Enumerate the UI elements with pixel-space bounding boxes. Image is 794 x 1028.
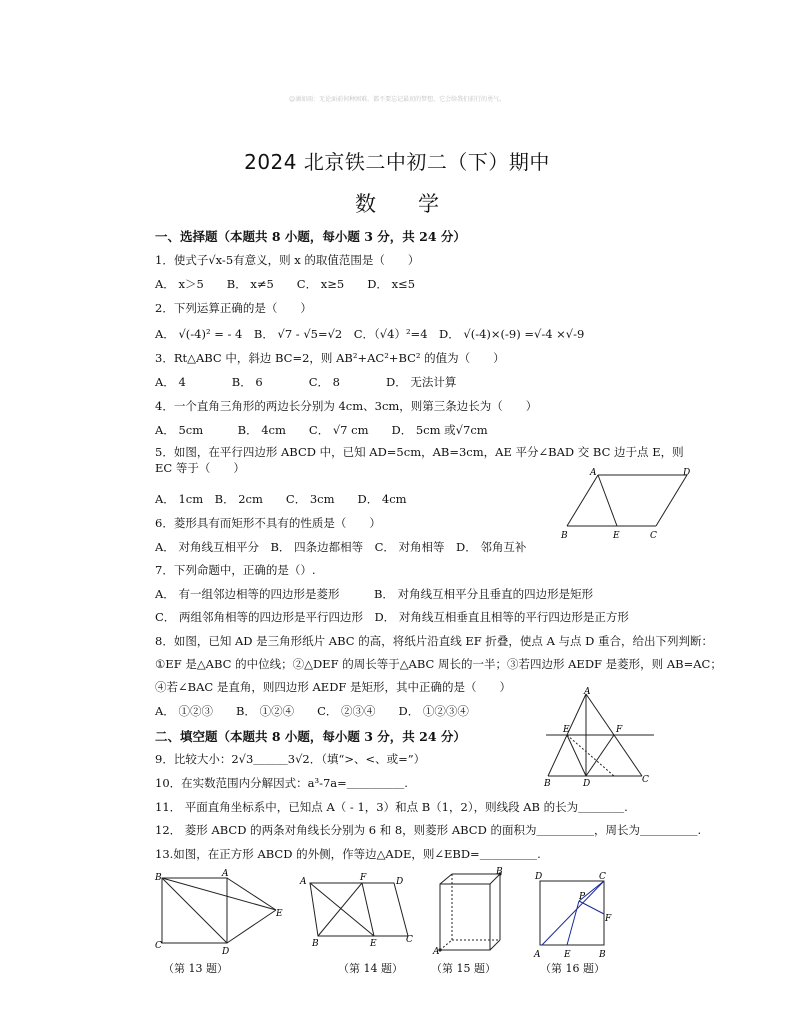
question-8-line-1: 8．如图，已知 AD 是三角形纸片 ABC 的高，将纸片沿直线 EF 折叠，使点 A 与点 D 重合，给出下列判断： [155, 634, 714, 648]
fig-q8-label: D [583, 779, 591, 789]
caption-figure-16: （第 16 题） [540, 962, 605, 975]
fig14-edge [310, 883, 374, 936]
subject-title: 数 学 [355, 192, 439, 216]
question-5-options: A． 1cm B． 2cm C． 3cm D． 4cm [155, 492, 407, 506]
fig16-edge [542, 881, 604, 945]
watermark: ☺滴如雨：无论面前何种困难，都不要忘记最初的梦想，它会给我们前行的勇气。 [288, 96, 506, 103]
question-7-options-cd: C． 两组邻角相等的四边形是平行四边形 D． 对角线互相垂直且相等的平行四边形是正方形 [155, 610, 629, 624]
question-6-options: A． 对角线互相平分 B． 四条边都相等 C． 对角相等 D． 邻角互补 [155, 540, 527, 554]
fig14-label: E [370, 939, 377, 949]
fig-q8-label: E [563, 725, 570, 735]
question-10: 10．在实数范围内分解因式：a³-7a=＿＿＿＿＿. [155, 776, 408, 790]
section-fill-heading: 二、填空题（本题共 8 小题，每小题 3 分，共 24 分） [155, 729, 466, 744]
figure-15 [430, 866, 506, 958]
question-8-line-2: ①EF 是△ABC 的中位线；②△DEF 的周长等于△ABC 周长的一半；③若四边形 AEDF 是菱形，则 AB=AC； [155, 657, 722, 671]
fig-q5-edge [567, 475, 598, 526]
fig-q8-label: C [642, 775, 649, 785]
question-7-options-ab: A． 有一组邻边相等的四边形是菱形 B． 对角线互相平分且垂直的四边形是矩形 [155, 587, 594, 601]
question-4: 4．一个直角三角形的两边长分别为 4cm、3cm，则第三条边长为（ ） [155, 399, 538, 413]
fig13-label: D [222, 947, 230, 957]
question-2: 2．下列运算正确的是（ ） [155, 301, 312, 315]
fig-q8-label: B [544, 779, 551, 789]
fig-q5-edge [656, 475, 687, 526]
fig-q5-label: C [650, 531, 657, 541]
fig-q5-label: D [683, 468, 691, 478]
fig14-label: A [300, 877, 307, 887]
question-1-options: A． x＞5 B． x≠5 C． x≥5 D． x≤5 [155, 277, 416, 291]
fig13-edge [227, 878, 276, 910]
fig-q5-label: A [590, 468, 597, 478]
fig-q5-label: B [561, 531, 568, 541]
fig16-edge [567, 901, 579, 945]
question-5: 5．如图，在平行四边形 ABCD 中，已知 AD=5cm，AB=3cm，AE 平分∠BAD 交 BC 边于点 E，则 EC 等于（ ） [155, 445, 684, 475]
fig14-label: D [396, 877, 404, 887]
question-8-line-3: ④若∠BAC 是直角，则四边形 AEDF 是矩形，其中正确的是（ ） [155, 680, 512, 694]
fig15-label: B [496, 867, 503, 877]
question-3-options: A． 4 B． 6 C． 8 D． 无法计算 [155, 375, 457, 389]
fig16-label: C [599, 872, 606, 882]
fig-q8-edge [586, 735, 614, 776]
question-9: 9．比较大小：2√3＿＿＿3√2．（填“>、<、或=”） [155, 752, 426, 766]
fig15-edge [490, 940, 500, 950]
page-title: 2024 北京铁二中初二（下）期中 [244, 150, 550, 174]
fig14-edge [318, 883, 362, 936]
fig14-label: F [360, 873, 367, 883]
fig13-edge [162, 878, 276, 910]
question-11: 11． 平面直角坐标系中，已知点 A（ - 1，3）和点 B（1，2），则线段 AB 的长为＿＿＿＿. [155, 800, 628, 814]
fig-q5-label: E [613, 531, 620, 541]
question-3: 3．Rt△ABC 中，斜边 BC=2，则 AB²+AC²+BC² 的值为（ ） [155, 351, 505, 365]
question-8-options: A． ①②③ B． ①②④ C． ②③④ D． ①②③④ [155, 704, 469, 718]
figure-13 [152, 868, 287, 958]
question-7: 7．下列命题中，正确的是（）. [155, 563, 316, 577]
fig13-label: A [222, 869, 229, 879]
question-6: 6．菱形具有而矩形不具有的性质是（ ） [155, 516, 381, 530]
fig13-label: E [276, 909, 283, 919]
figure-14 [298, 870, 420, 950]
fig16-label: P [579, 892, 586, 902]
fig16-label: E [564, 950, 571, 960]
fig15-hidden-edge [440, 940, 452, 950]
fig16-label: A [534, 950, 541, 960]
fig-q8-edge [567, 735, 586, 776]
question-2-options: A． √(-4)² = - 4 B． √7 - √5=√2 C．（√4）²=4 D． √(-4)×(-9) =√-4 ×√-9 [155, 327, 585, 341]
fig14-label: C [406, 935, 413, 945]
question-13: 13.如图，在正方形 ABCD 的外侧，作等边△ADE，则∠EBD=＿＿＿＿＿. [155, 847, 541, 861]
fig16-label: B [599, 950, 606, 960]
caption-figure-15: （第 15 题） [431, 962, 496, 975]
fig13-edge [162, 878, 227, 943]
figure-q8-triangle [538, 686, 660, 790]
fig-q8-label: F [616, 725, 623, 735]
fig14-label: B [312, 939, 319, 949]
question-4-options: A． 5cm B． 4cm C． √7 cm D． 5cm 或√7cm [155, 423, 488, 437]
figure-q5-parallelogram [555, 465, 705, 543]
figure-16 [532, 869, 616, 961]
fig13-edge [227, 910, 276, 943]
fig13-label: B [155, 873, 162, 883]
fig16-label: D [535, 872, 543, 882]
question-1: 1．使式子√x-5有意义，则 x 的取值范围是（ ） [155, 253, 420, 267]
question-12: 12． 菱形 ABCD 的两条对角线长分别为 6 和 8，则菱形 ABCD 的面积为＿＿＿＿＿，周长为＿＿＿＿＿. [155, 823, 702, 837]
fig-q5-edge [598, 475, 617, 526]
caption-figure-13: （第 13 题） [163, 962, 228, 975]
fig-q8-label: A [584, 687, 591, 697]
fig15-label: A [433, 947, 440, 957]
fig16-label: F [605, 914, 612, 924]
caption-figure-14: （第 14 题） [338, 962, 403, 975]
fig15-edge [440, 874, 452, 884]
fig13-label: C [155, 941, 162, 951]
section-choice-heading: 一、选择题（本题共 8 小题，每小题 3 分，共 24 分） [155, 229, 466, 244]
